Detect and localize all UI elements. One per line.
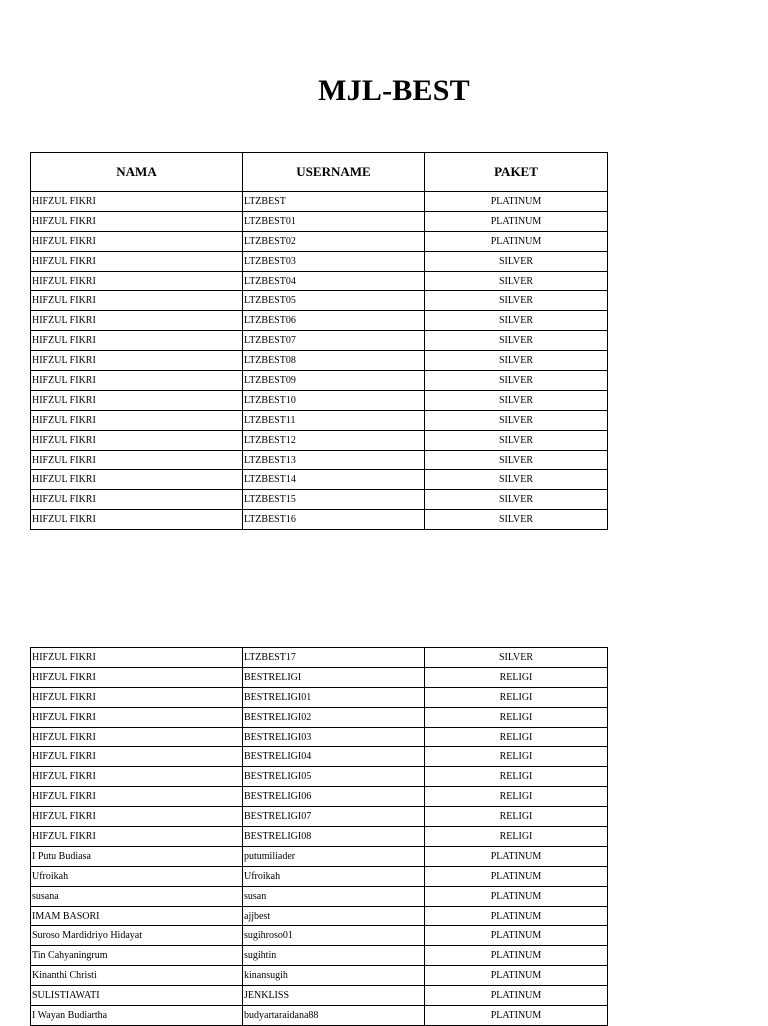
cell-username: LTZBEST05 xyxy=(243,291,425,311)
table-row xyxy=(31,430,608,450)
cell-username: BESTRELIGI05 xyxy=(243,767,425,787)
cell-paket: RELIGI xyxy=(425,787,608,807)
cell-paket: PLATINUM xyxy=(425,926,608,946)
cell-username: sugihtin xyxy=(243,946,425,966)
cell-username: LTZBEST03 xyxy=(243,251,425,271)
table-row xyxy=(31,271,608,291)
cell-paket: PLATINUM xyxy=(425,946,608,966)
table-row xyxy=(31,410,608,430)
cell-paket: SILVER xyxy=(425,470,608,490)
table-row xyxy=(31,211,608,231)
cell-nama: HIFZUL FIKRI xyxy=(31,211,243,231)
table-row xyxy=(31,986,608,1006)
cell-paket: SILVER xyxy=(425,490,608,510)
cell-username: LTZBEST13 xyxy=(243,450,425,470)
table-row xyxy=(31,807,608,827)
table-row xyxy=(31,946,608,966)
cell-paket: PLATINUM xyxy=(425,866,608,886)
cell-username: LTZBEST06 xyxy=(243,311,425,331)
cell-paket: PLATINUM xyxy=(425,211,608,231)
table-row xyxy=(31,767,608,787)
cell-nama: HIFZUL FIKRI xyxy=(31,747,243,767)
table-row xyxy=(31,648,608,668)
cell-username: BESTRELIGI02 xyxy=(243,707,425,727)
cell-paket: RELIGI xyxy=(425,747,608,767)
cell-nama: HIFZUL FIKRI xyxy=(31,450,243,470)
cell-username: LTZBEST10 xyxy=(243,390,425,410)
cell-nama: susana xyxy=(31,886,243,906)
cell-username: BESTRELIGI01 xyxy=(243,687,425,707)
cell-nama: HIFZUL FIKRI xyxy=(31,767,243,787)
cell-username: budyartaraidana88 xyxy=(243,1006,425,1026)
cell-paket: SILVER xyxy=(425,430,608,450)
cell-username: susan xyxy=(243,886,425,906)
cell-username: ajjbest xyxy=(243,906,425,926)
table-row xyxy=(31,192,608,212)
cell-nama: HIFZUL FIKRI xyxy=(31,231,243,251)
cell-paket: RELIGI xyxy=(425,767,608,787)
cell-nama: HIFZUL FIKRI xyxy=(31,351,243,371)
cell-nama: HIFZUL FIKRI xyxy=(31,707,243,727)
cell-paket: RELIGI xyxy=(425,807,608,827)
cell-paket: PLATINUM xyxy=(425,1006,608,1026)
cell-username: LTZBEST12 xyxy=(243,430,425,450)
table-row xyxy=(31,351,608,371)
cell-paket: PLATINUM xyxy=(425,906,608,926)
table-row xyxy=(31,470,608,490)
table-row xyxy=(31,231,608,251)
cell-nama: HIFZUL FIKRI xyxy=(31,667,243,687)
header-nama: NAMA xyxy=(31,153,243,192)
cell-nama: HIFZUL FIKRI xyxy=(31,311,243,331)
table-row xyxy=(31,707,608,727)
table-row xyxy=(31,311,608,331)
cell-username: LTZBEST04 xyxy=(243,271,425,291)
cell-nama: IMAM BASORI xyxy=(31,906,243,926)
cell-nama: HIFZUL FIKRI xyxy=(31,371,243,391)
cell-paket: SILVER xyxy=(425,371,608,391)
cell-username: LTZBEST14 xyxy=(243,470,425,490)
cell-username: kinansugih xyxy=(243,966,425,986)
cell-username: JENKLISS xyxy=(243,986,425,1006)
table-row xyxy=(31,906,608,926)
cell-username: LTZBEST07 xyxy=(243,331,425,351)
table-header-row xyxy=(31,153,608,192)
cell-paket: RELIGI xyxy=(425,667,608,687)
cell-paket: SILVER xyxy=(425,251,608,271)
cell-nama: HIFZUL FIKRI xyxy=(31,648,243,668)
cell-username: LTZBEST xyxy=(243,192,425,212)
header-paket: PAKET xyxy=(425,153,608,192)
cell-paket: SILVER xyxy=(425,648,608,668)
cell-nama: HIFZUL FIKRI xyxy=(31,430,243,450)
cell-nama: HIFZUL FIKRI xyxy=(31,331,243,351)
table-row xyxy=(31,866,608,886)
cell-username: BESTRELIGI03 xyxy=(243,727,425,747)
table-row xyxy=(31,490,608,510)
cell-paket: PLATINUM xyxy=(425,846,608,866)
header-username: USERNAME xyxy=(243,153,425,192)
cell-nama: HIFZUL FIKRI xyxy=(31,291,243,311)
cell-paket: RELIGI xyxy=(425,687,608,707)
cell-paket: RELIGI xyxy=(425,827,608,847)
table-row xyxy=(31,450,608,470)
cell-username: LTZBEST17 xyxy=(243,648,425,668)
cell-paket: PLATINUM xyxy=(425,886,608,906)
cell-username: BESTRELIGI08 xyxy=(243,827,425,847)
cell-paket: PLATINUM xyxy=(425,986,608,1006)
table-row xyxy=(31,966,608,986)
cell-nama: Tin Cahyaningrum xyxy=(31,946,243,966)
cell-nama: HIFZUL FIKRI xyxy=(31,271,243,291)
cell-paket: SILVER xyxy=(425,410,608,430)
cell-username: LTZBEST16 xyxy=(243,510,425,530)
cell-paket: SILVER xyxy=(425,331,608,351)
member-table-2 xyxy=(30,647,608,1026)
cell-nama: SULISTIAWATI xyxy=(31,986,243,1006)
cell-nama: HIFZUL FIKRI xyxy=(31,807,243,827)
cell-username: LTZBEST15 xyxy=(243,490,425,510)
cell-nama: Suroso Mardidriyo Hidayat xyxy=(31,926,243,946)
cell-paket: SILVER xyxy=(425,351,608,371)
cell-nama: I Wayan Budiartha xyxy=(31,1006,243,1026)
cell-username: LTZBEST02 xyxy=(243,231,425,251)
table-row xyxy=(31,390,608,410)
table-row xyxy=(31,926,608,946)
cell-nama: HIFZUL FIKRI xyxy=(31,490,243,510)
table-row xyxy=(31,251,608,271)
table-row xyxy=(31,510,608,530)
cell-paket: PLATINUM xyxy=(425,192,608,212)
cell-nama: Ufroikah xyxy=(31,866,243,886)
table-row xyxy=(31,371,608,391)
cell-username: sugihroso01 xyxy=(243,926,425,946)
table-row xyxy=(31,827,608,847)
cell-nama: I Putu Budiasa xyxy=(31,846,243,866)
table-row xyxy=(31,727,608,747)
cell-nama: HIFZUL FIKRI xyxy=(31,787,243,807)
cell-paket: PLATINUM xyxy=(425,966,608,986)
cell-nama: HIFZUL FIKRI xyxy=(31,192,243,212)
cell-username: LTZBEST08 xyxy=(243,351,425,371)
cell-nama: HIFZUL FIKRI xyxy=(31,251,243,271)
member-table-1 xyxy=(30,152,608,530)
table-body-2 xyxy=(31,648,608,1026)
cell-paket: RELIGI xyxy=(425,727,608,747)
table-row xyxy=(31,747,608,767)
cell-nama: HIFZUL FIKRI xyxy=(31,410,243,430)
cell-paket: SILVER xyxy=(425,450,608,470)
cell-nama: HIFZUL FIKRI xyxy=(31,687,243,707)
cell-nama: HIFZUL FIKRI xyxy=(31,390,243,410)
cell-paket: SILVER xyxy=(425,291,608,311)
cell-username: Ufroikah xyxy=(243,866,425,886)
table-row xyxy=(31,667,608,687)
cell-username: BESTRELIGI06 xyxy=(243,787,425,807)
cell-paket: SILVER xyxy=(425,311,608,331)
cell-username: LTZBEST01 xyxy=(243,211,425,231)
table-body-1 xyxy=(31,192,608,530)
cell-nama: HIFZUL FIKRI xyxy=(31,470,243,490)
table-row xyxy=(31,846,608,866)
table-row xyxy=(31,886,608,906)
table-row xyxy=(31,331,608,351)
cell-nama: HIFZUL FIKRI xyxy=(31,827,243,847)
cell-paket: SILVER xyxy=(425,271,608,291)
table-row xyxy=(31,687,608,707)
cell-nama: Kinanthi Christi xyxy=(31,966,243,986)
cell-paket: SILVER xyxy=(425,390,608,410)
cell-paket: RELIGI xyxy=(425,707,608,727)
cell-username: putumiliader xyxy=(243,846,425,866)
cell-paket: SILVER xyxy=(425,510,608,530)
cell-username: LTZBEST09 xyxy=(243,371,425,391)
table-row xyxy=(31,787,608,807)
table-row xyxy=(31,1006,608,1026)
table-row xyxy=(31,291,608,311)
cell-paket: PLATINUM xyxy=(425,231,608,251)
cell-username: LTZBEST11 xyxy=(243,410,425,430)
cell-username: BESTRELIGI07 xyxy=(243,807,425,827)
cell-nama: HIFZUL FIKRI xyxy=(31,727,243,747)
cell-username: BESTRELIGI04 xyxy=(243,747,425,767)
page-title: MJL-BEST xyxy=(318,74,470,107)
cell-username: BESTRELIGI xyxy=(243,667,425,687)
cell-nama: HIFZUL FIKRI xyxy=(31,510,243,530)
